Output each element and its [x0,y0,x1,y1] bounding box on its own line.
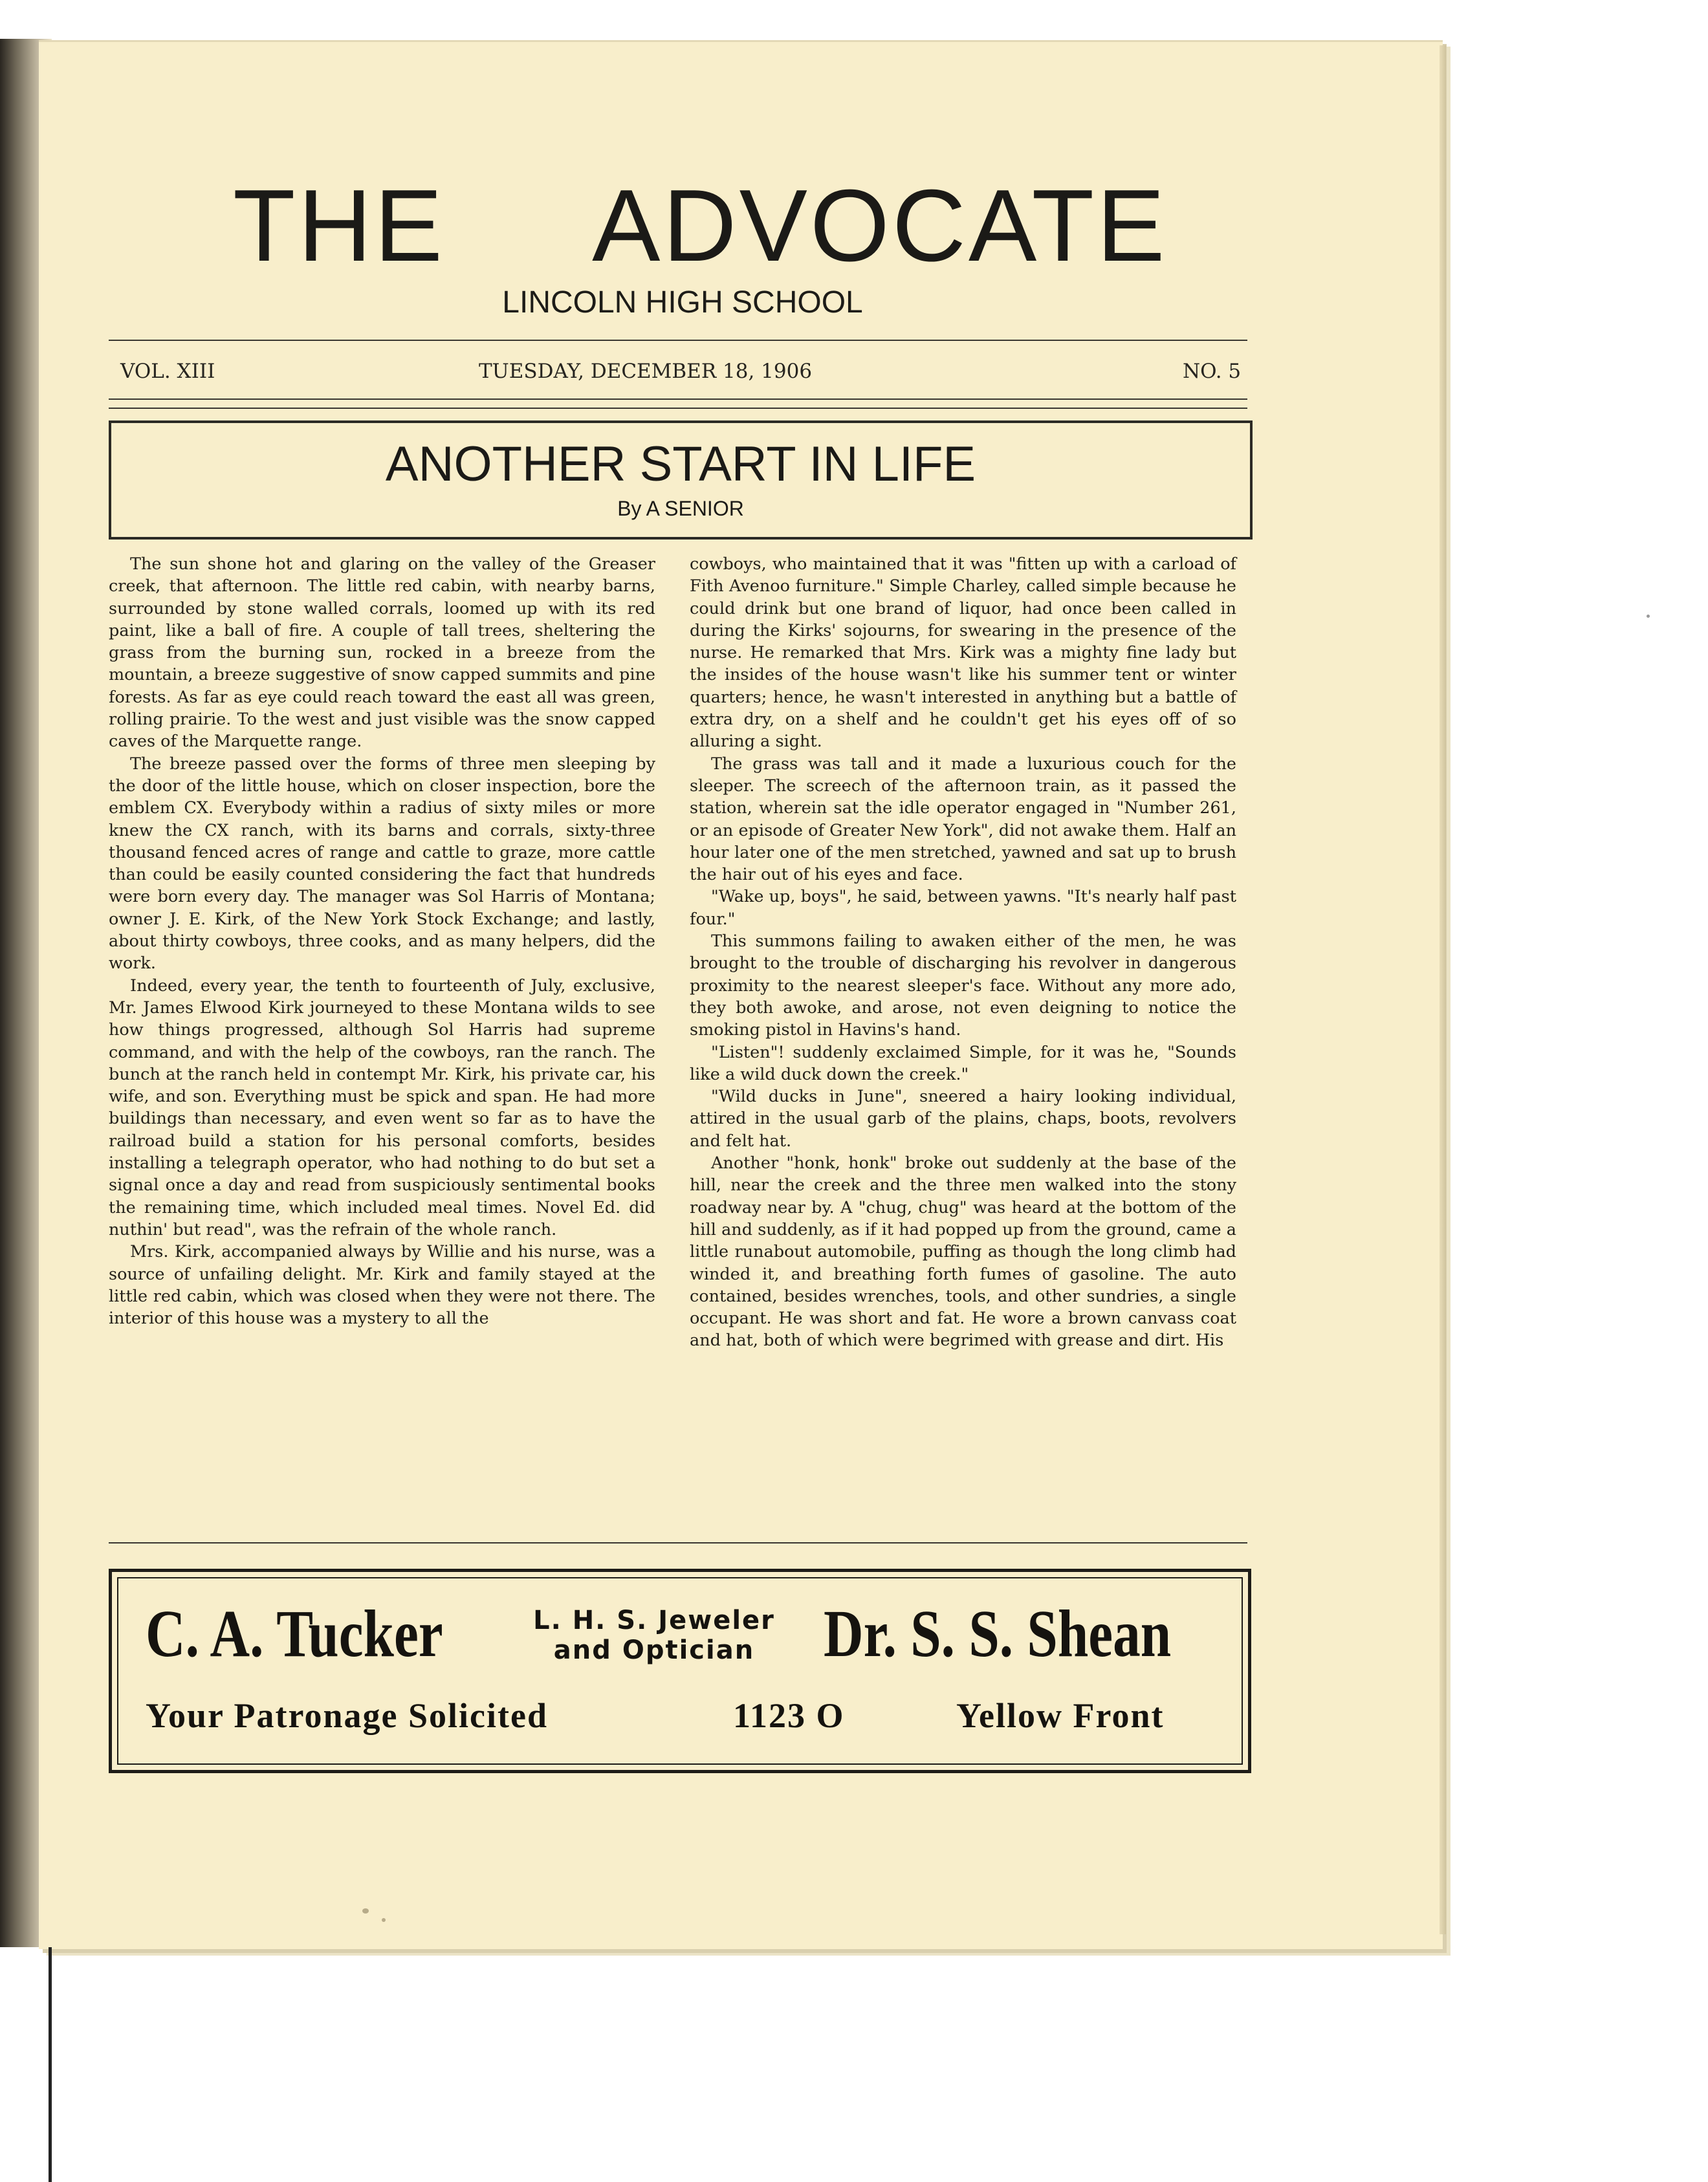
article-paragraph: The grass was tall and it made a luxurious couch for the sleeper. The screech of the afternoon train, as it passed the station, wherein sat the idle operator engaged in "Number 261, or an episode of Greater New York", did not awake them. Half an hour later one of the men stretched, yawned and sat up to brush the hair out of his eyes and face. [690,754,1236,885]
page-edge [1440,45,1446,1934]
paper-speck [382,1918,386,1922]
dateline-bottom-rule [109,398,1247,400]
ad-address: 1123 O [733,1696,845,1735]
dateline [109,360,1253,386]
article-paragraph: The sun shone hot and glaring on the valley of the Greaser creek, that afternoon. The little red cabin, with nearby barns, surrounded by stone walled corrals, loomed up with its red paint, like a ball of fire. A couple of tall trees, sheltering the grass from the burning sun, rocked in a breeze from the mountain, a breeze suggestive of snow capped summits and pine forests. As far as eye could reach toward the east all was green, rolling prairie. To the west and just visible was the snow capped caves of the Marquette range. [109,554,655,752]
dateline-top-rule [109,340,1247,341]
article-column-left [109,553,655,1329]
article-paragraph: Mrs. Kirk, accompanied always by Willie and his nurse, was a source of unfailing delight. Mr. Kirk and family stayed at the little red cabin, which was closed when they were not there. The interior of this house was a mystery to all the [109,1242,655,1329]
article-paragraph: This summons failing to awaken either of the men, he was brought to the trouble of discharging his revolver in dangerous proximity to the nearest sleeper's face. Without any more ado, they both awoke, and arose, not even deigning to notice the smoking pistol in Havins's hand. [690,932,1236,1040]
ad-patronage: Your Patronage Solicited [146,1696,548,1735]
ad-shean-name: Dr. S. S. Shean [824,1597,1172,1671]
story-title: ANOTHER START IN LIFE [385,437,976,492]
masthead-title: THE ADVOCATE [233,169,1168,283]
masthead-subtitle: LINCOLN HIGH SCHOOL [502,285,863,320]
binding-strip [49,1947,52,2182]
ad-yellow-front: Yellow Front [956,1696,1165,1735]
article-paragraph: The breeze passed over the forms of three men sleeping by the door of the little house, which on closer inspection, bore the emblem CX. Everybody within a radius of sixty miles or more knew the CX ranch, with its barns and corrals, sixty-three thousand fenced acres of range and cattle to graze, more cattle than could be easily counted considering the fact that hundreds were born every day. The manager was Sol Harris of Montana; owner J. E. Kirk, of the New York Stock Exchange; and lastly, about thirty cowboys, three cooks, and as many helpers, did the work. [109,754,655,974]
story-title-box [109,420,1253,540]
volume-label: VOL. XIII [120,360,215,383]
advertisement-box [109,1569,1251,1773]
dateline-bottom-rule-2 [109,408,1247,409]
paper-speck [1647,615,1650,618]
paper-speck [362,1908,369,1914]
story-byline: By A SENIOR [617,497,744,520]
article-paragraph: "Wild ducks in June", sneered a hairy looking individual, attired in the usual garb of the plains, chaps, boots, revolvers and felt hat. [690,1087,1236,1151]
article-paragraph: "Listen"! suddenly exclaimed Simple, for it was he, "Sounds like a wild duck down the creek." [690,1042,1236,1084]
issue-number: NO. 5 [1183,360,1242,383]
ad-tucker-name: C. A. Tucker [146,1597,443,1671]
article-paragraph: Indeed, every year, the tenth to fourteenth of July, exclusive, Mr. James Elwood Kirk journeyed to these Montana wilds to see how things progressed, although Sol Harris had supreme command, and with the help of the cowboys, ran the ranch. The bunch at the ranch held in contempt Mr. Kirk, his private car, his wife, and son. Everything must be spick and span. He had more buildings than necessary, and even went so far as to have the railroad build a station for his personal comforts, besides installing a telegraph operator, who had nothing to do but set a signal once a day and read from suspiciously sentimental books the remaining time, which included meal times. Novel Ed. did nuthin' but read", was the refrain of the whole ranch. [109,976,655,1239]
ad-optician-line: and Optician [553,1635,755,1665]
article-column-right [690,553,1236,1352]
article-paragraph: cowboys, who maintained that it was "fitten up with a carload of Fith Avenoo furniture." Simple Charley, called simple because he could drink but one brand of liquor, had once been called in during the Kirks' sojourns, for swearing in the presence of the nurse. He remarked that Mrs. Kirk was a mighty fine lady but the insides of the house wasn't like his summer tent or winter quarters; hence, he wasn't interested in anything but a battle of extra dry, on a shelf and he couldn't get his eyes off of so alluring a sight. [690,554,1236,752]
article-paragraph: "Wake up, boys", he said, between yawns. "It's nearly half past four." [690,887,1236,929]
ad-jeweler-line: L. H. S. Jeweler [533,1606,775,1635]
article-bottom-rule [109,1542,1247,1544]
article-paragraph: Another "honk, honk" broke out suddenly at the base of the hill, near the creek and the three men walked into the stony roadway near by. A "chug, chug" was heard at the bottom of the hill and suddenly, as if it had popped up from the ground, came a little runabout automobile, puffing as though the long climb had winded it, and breathing forth fumes of gasoline. The auto contained, besides wrenches, tools, and other sundries, a single occupant. He was short and fat. He wore a brown canvass coat and hat, both of which were begrimed with grease and dirt. His [690,1153,1236,1351]
issue-date: TUESDAY, DECEMBER 18, 1906 [479,360,813,383]
